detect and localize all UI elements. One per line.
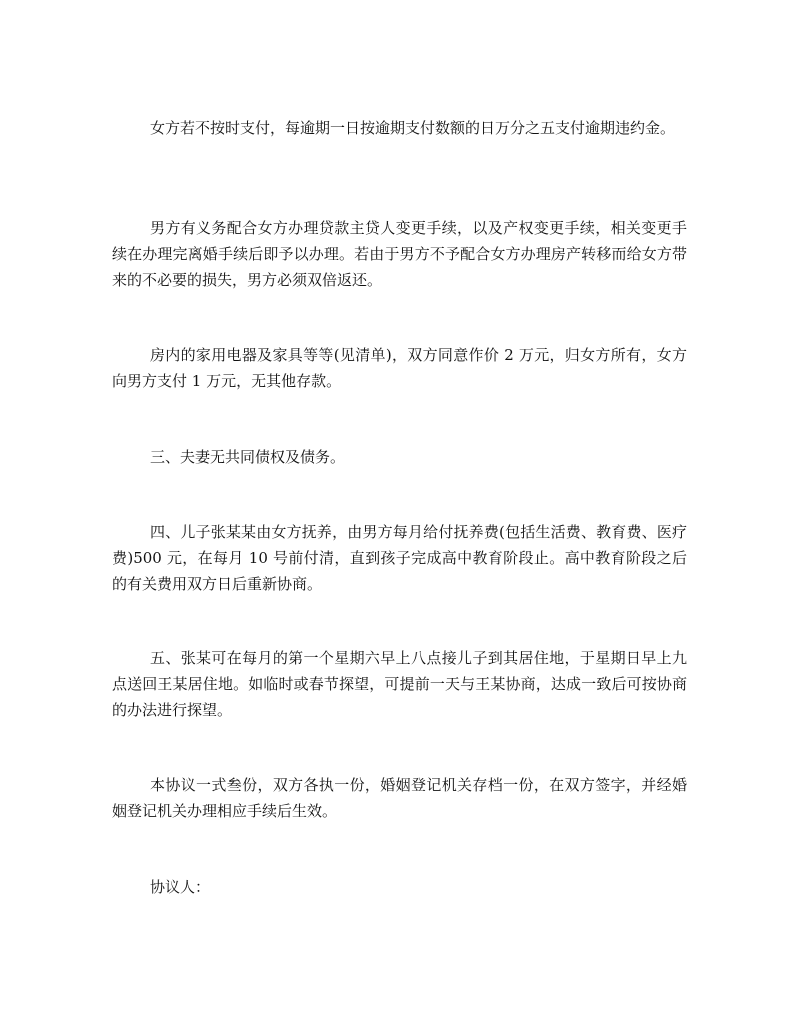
paragraph-clause-five: 五、张某可在每月的第一个星期六早上八点接儿子到其居住地，于星期日早上九点送回王某居住地。如临时或春节探望，可提前一天与王某协商，达成一致后可按协商的办法进行探望。	[112, 649, 687, 719]
paragraph-loan-transfer: 男方有义务配合女方办理贷款主贷人变更手续，以及产权变更手续，相关变更手续在办理完离婚手续后即予以办理。若由于男方不予配合女方办理房产转移而给女方带来的不必要的损失，男方必须双倍返还。	[112, 219, 687, 289]
paragraph-clause-three: 三、夫妻无共同债权及债务。	[150, 448, 346, 466]
paragraph-copies-effectiveness: 本协议一式叁份，双方各执一份，婚姻登记机关存档一份，在双方签字，并经婚姻登记机关办理相应手续后生效。	[112, 776, 687, 820]
paragraph-clause-four: 四、儿子张某某由女方抚养，由男方每月给付抚养费(包括生活费、教育费、医疗费)500 元，在每月 10 号前付清，直到孩子完成高中教育阶段止。高中教育阶段之后的有关费用双方日后重新协商。	[112, 523, 687, 593]
paragraph-signatories: 协议人：	[150, 878, 211, 896]
paragraph-late-payment-penalty: 女方若不按时支付，每逾期一日按逾期支付数额的日万分之五支付逾期违约金。	[150, 119, 676, 137]
paragraph-appliances-furniture: 房内的家用电器及家具等等(见清单)，双方同意作价 2 万元，归女方所有，女方向男方支付 1 万元，无其他存款。	[112, 346, 687, 390]
